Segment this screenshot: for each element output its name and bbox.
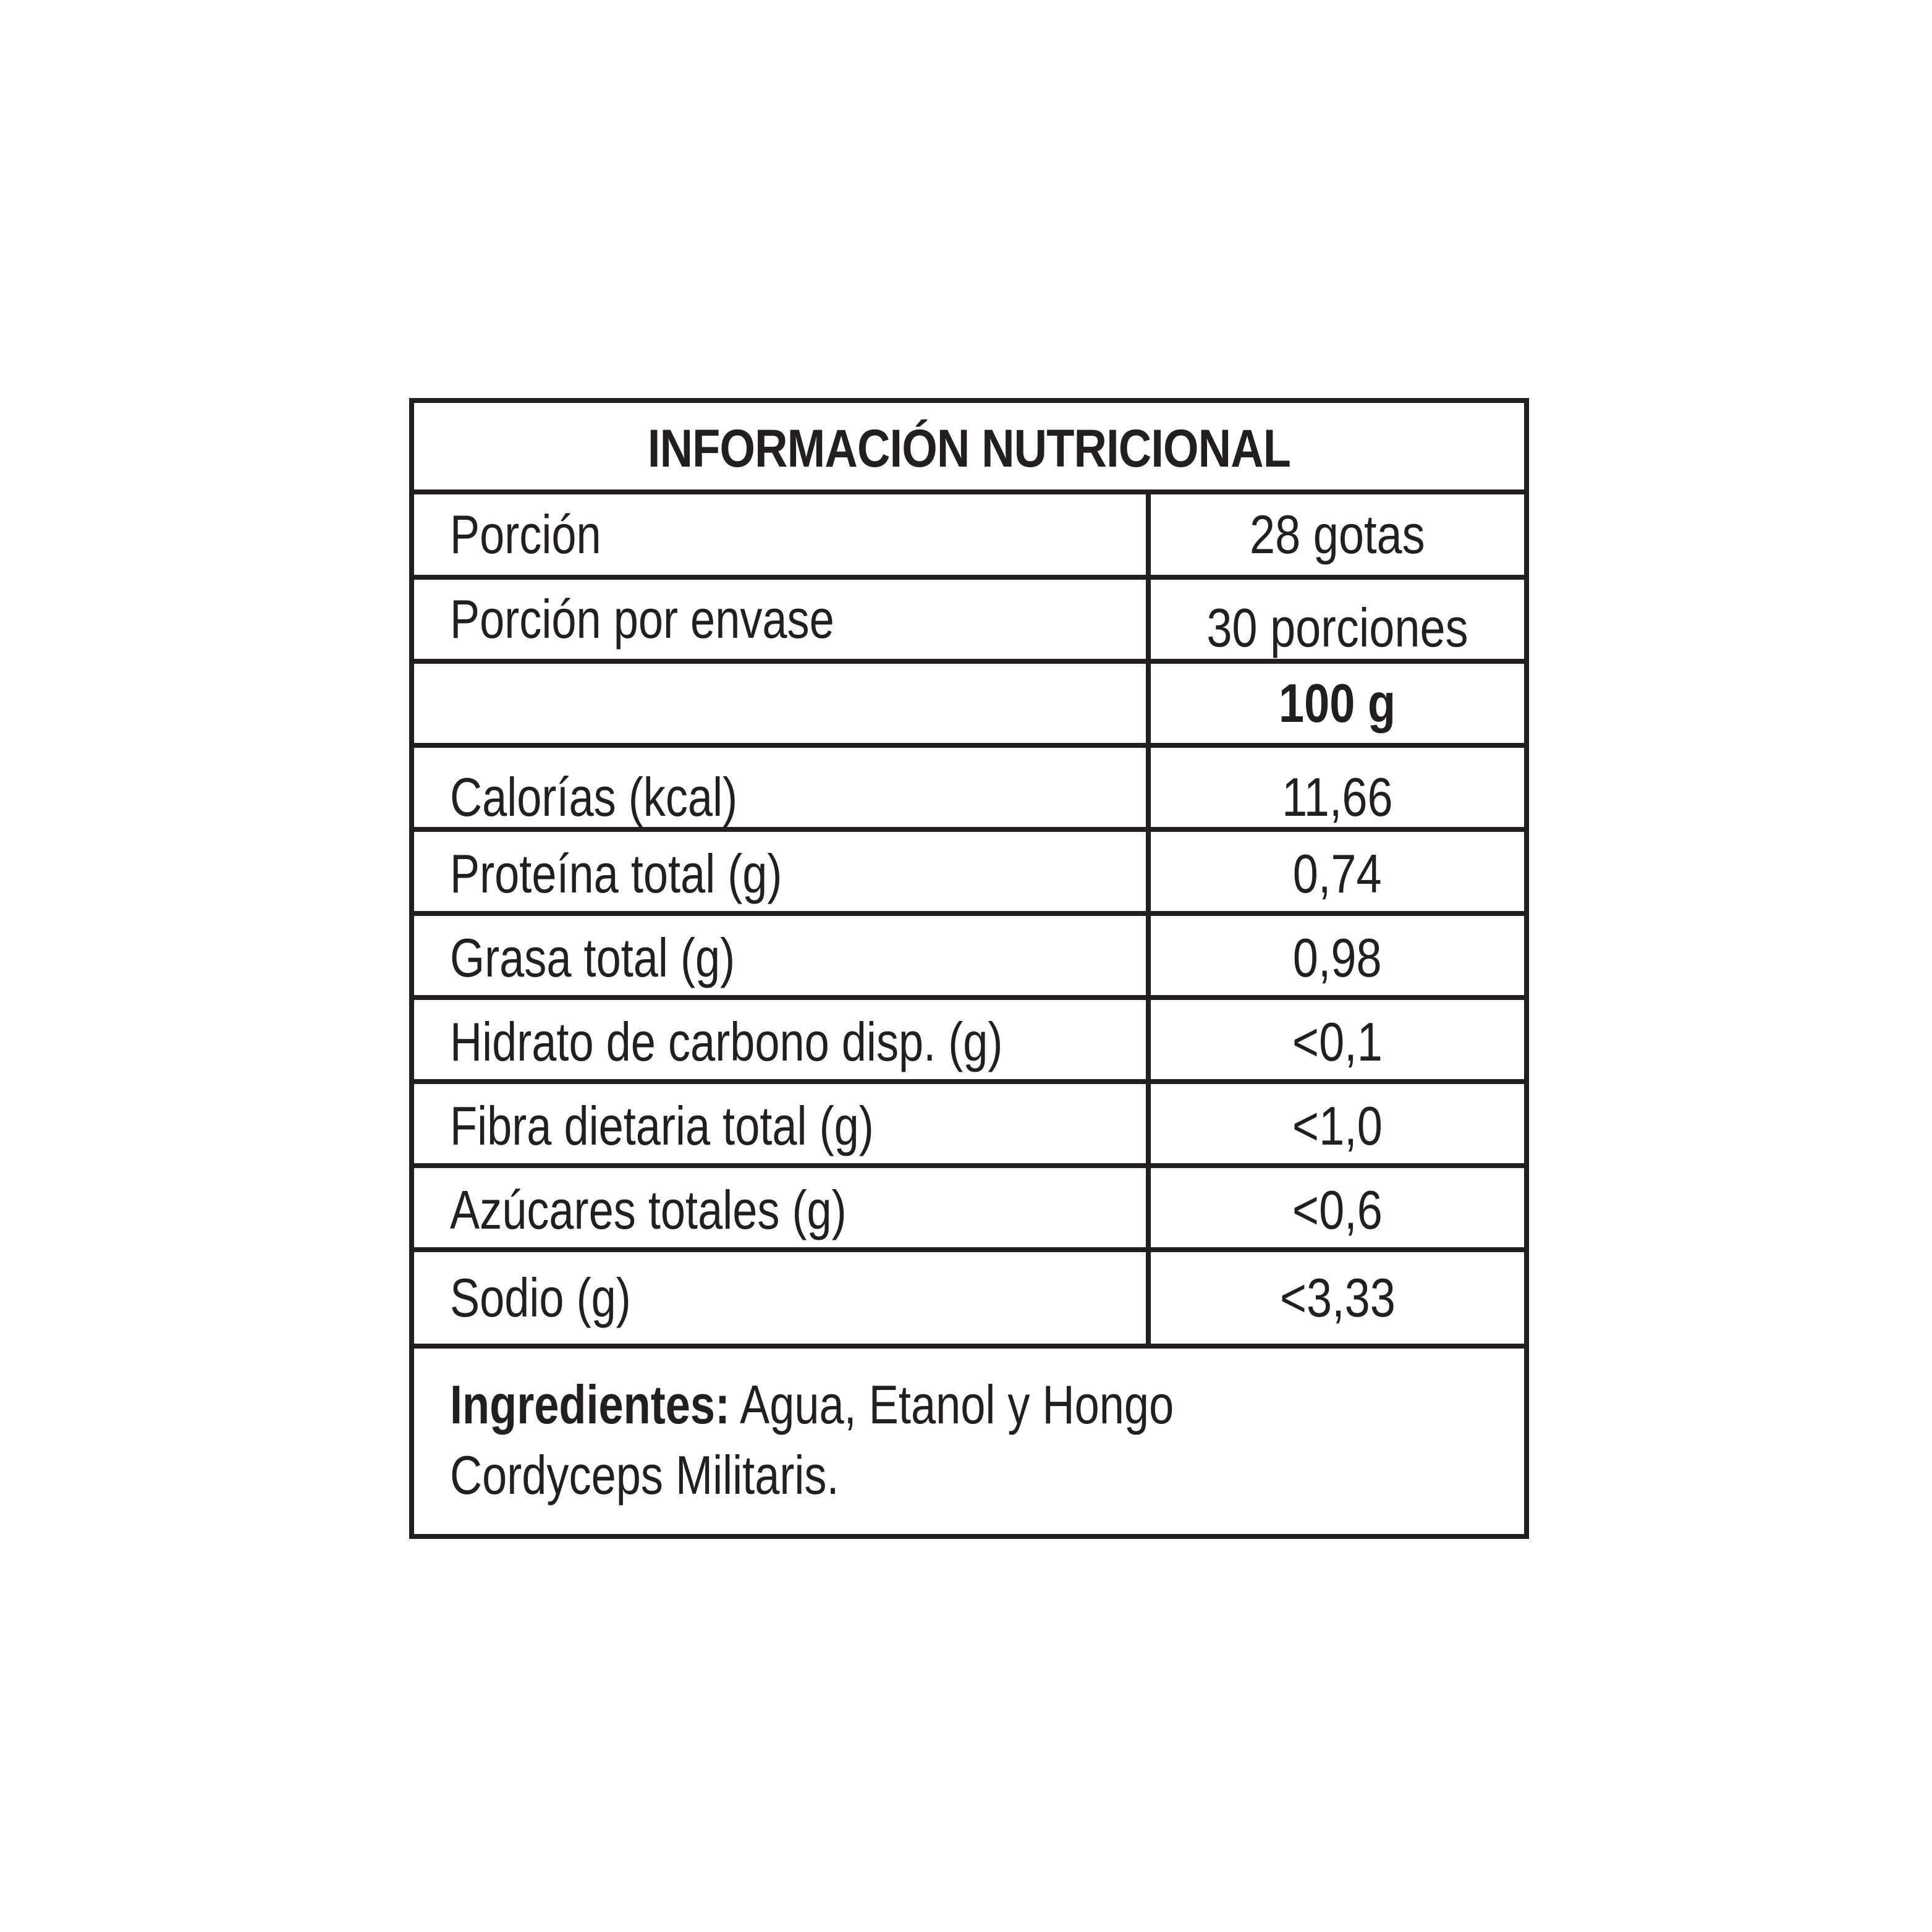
ingredients-text <box>450 1370 1311 1510</box>
column-divider <box>1146 494 1151 1349</box>
portion-label: Porción <box>450 504 601 565</box>
divider <box>414 1344 1524 1349</box>
nutrient-value-fat: 0,98 <box>1293 927 1382 988</box>
ingredients-line-1: Agua, Etanol y Hongo <box>730 1374 1174 1435</box>
nutrient-label-calories: Calorías (kcal) <box>450 766 738 828</box>
nutrient-label-fat: Grasa total (g) <box>450 927 735 988</box>
nutrient-label-protein: Proteína total (g) <box>450 843 782 904</box>
nutrient-label-carbs: Hidrato de carbono disp. (g) <box>450 1011 1003 1072</box>
divider <box>414 743 1524 748</box>
nutrient-value-protein: 0,74 <box>1293 843 1382 904</box>
label-title: INFORMACIÓN NUTRICIONAL <box>647 418 1291 478</box>
nutrient-value-calories: 11,66 <box>1282 766 1393 828</box>
ingredients-line-2: Cordyceps Militaris. <box>450 1444 839 1506</box>
divider <box>414 575 1524 580</box>
ingredients-label: Ingredientes: <box>450 1374 731 1435</box>
nutrient-value-sugars: <0,6 <box>1292 1179 1383 1240</box>
nutrient-value-fiber: <1,0 <box>1292 1095 1383 1156</box>
portion-value: 28 gotas <box>1250 504 1425 565</box>
column-header: 100 g <box>1279 672 1396 734</box>
per-container-label: Porción por envase <box>450 588 834 650</box>
nutrient-label-sodium: Sodio (g) <box>450 1267 631 1328</box>
nutrient-label-fiber: Fibra dietaria total (g) <box>450 1095 874 1156</box>
per-container-value: 30 porciones <box>1206 597 1468 658</box>
nutrition-label <box>409 398 1529 1539</box>
nutrient-label-sugars: Azúcares totales (g) <box>450 1179 847 1240</box>
nutrient-value-sodium: <3,33 <box>1279 1267 1396 1328</box>
nutrient-value-carbs: <0,1 <box>1292 1011 1383 1072</box>
divider <box>414 489 1524 494</box>
